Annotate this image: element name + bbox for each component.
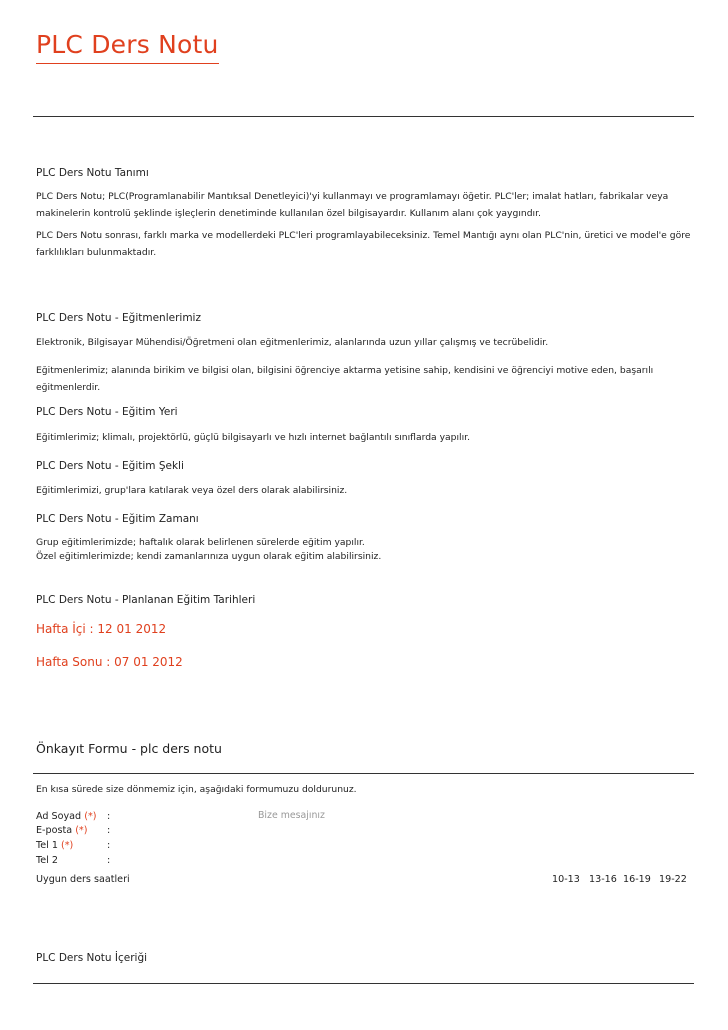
field-label-tel1 (36, 839, 73, 853)
paragraph-zaman (36, 536, 696, 564)
paragraph-yer (36, 429, 696, 446)
time-slot-13-16[interactable]: 13-16 (589, 874, 617, 885)
text-line: Elektronik, Bilgisayar Mühendisi/Öğretmeni olan eğitmenlerimiz, alanlarında uzun yıllar çalışmış ve tecrübelidir. (36, 337, 549, 348)
field-label-ad-soyad (36, 810, 97, 824)
section-heading-tanim: PLC Ders Notu Tanımı (36, 167, 149, 179)
label-text: Tel 2 (36, 855, 58, 866)
tel2-input[interactable] (116, 852, 236, 868)
text-line: eğitmenlerdir. (36, 382, 101, 393)
paragraph-egitmen-1 (36, 334, 696, 351)
date-hafta-ici: Hafta İçi : 12 01 2012 (36, 622, 167, 636)
tel1-input[interactable] (116, 837, 236, 853)
text-line: Eğitmenlerimiz; alanında birikim ve bilgisi olan, bilgisini öğrenciye aktarma yetisine sahip, kendisini ve öğrenciyi motive eden, başarılı (36, 365, 654, 376)
section-heading-zaman: PLC Ders Notu - Eğitim Zamanı (36, 513, 199, 525)
paragraph-tanim-1 (36, 188, 696, 222)
colon: : (107, 840, 111, 851)
eposta-input[interactable] (116, 822, 236, 838)
label-text: Tel 1 (36, 840, 58, 851)
paragraph-sekil (36, 482, 696, 499)
colon: : (107, 825, 111, 836)
required-marker: (*) (61, 840, 74, 851)
section-heading-icerik: PLC Ders Notu İçeriği (36, 952, 148, 964)
text-line: makinelerin kontrolü şeklinde işleçlerin denetiminde kullanılan özel bilgisayardır. Kullanım alanı çok yaygındır. (36, 208, 541, 219)
colon: : (107, 855, 111, 866)
text-line: Grup eğitimlerimizde; haftalık olarak belirlenen sürelerde eğitim yapılır. (36, 537, 365, 548)
divider (33, 773, 694, 774)
date-hafta-sonu: Hafta Sonu : 07 01 2012 (36, 655, 183, 669)
paragraph-tanim-2 (36, 227, 696, 261)
divider (33, 116, 694, 117)
section-heading-yer: PLC Ders Notu - Eğitim Yeri (36, 406, 178, 418)
page-title: PLC Ders Notu (36, 30, 219, 64)
time-slot-10-13[interactable]: 10-13 (552, 874, 580, 885)
message-textarea[interactable]: Bize mesajınız (258, 810, 325, 821)
form-heading: Önkayıt Formu - plc ders notu (36, 741, 222, 756)
section-heading-egitmen: PLC Ders Notu - Eğitmenlerimiz (36, 312, 201, 324)
section-heading-sekil: PLC Ders Notu - Eğitim Şekli (36, 460, 184, 472)
label-text: E-posta (36, 825, 73, 836)
text-line: farklılıkları bulunmaktadır. (36, 247, 157, 258)
text-line: En kısa sürede size dönmemiz için, aşağıdaki formumuzu doldurunuz. (36, 784, 357, 795)
saatler-label: Uygun ders saatleri (36, 874, 130, 885)
text-line: Özel eğitimlerimizde; kendi zamanlarınıza uygun olarak eğitim alabilirsiniz. (36, 551, 382, 562)
form-intro (36, 781, 696, 798)
section-heading-tarih: PLC Ders Notu - Planlanan Eğitim Tarihleri (36, 594, 256, 606)
text-line: PLC Ders Notu sonrası, farklı marka ve modellerdeki PLC'leri programlayabileceksiniz. Temel Mantığı aynı olan PLC'nin, üretici ve model'e göre (36, 230, 691, 241)
colon: : (107, 811, 111, 822)
text-line: Eğitimlerimizi, grup'lara katılarak veya özel ders olarak alabilirsiniz. (36, 485, 348, 496)
time-slot-19-22[interactable]: 19-22 (659, 874, 687, 885)
divider (33, 983, 694, 984)
required-marker: (*) (84, 811, 97, 822)
field-label-eposta (36, 824, 87, 838)
paragraph-egitmen-2 (36, 362, 696, 396)
required-marker: (*) (75, 825, 88, 836)
field-label-tel2 (36, 854, 58, 868)
label-text: Ad Soyad (36, 811, 82, 822)
text-line: Eğitimlerimiz; klimalı, projektörlü, güçlü bilgisayarlı ve hızlı internet bağlantılı sınıflarda yapılır. (36, 432, 470, 443)
text-line: PLC Ders Notu; PLC(Programlanabilir Mantıksal Denetleyici)'yi kullanmayı ve programlamayı öğetir. PLC'ler; imalat hatları, fabrikalar veya (36, 191, 669, 202)
time-slot-16-19[interactable]: 16-19 (623, 874, 651, 885)
